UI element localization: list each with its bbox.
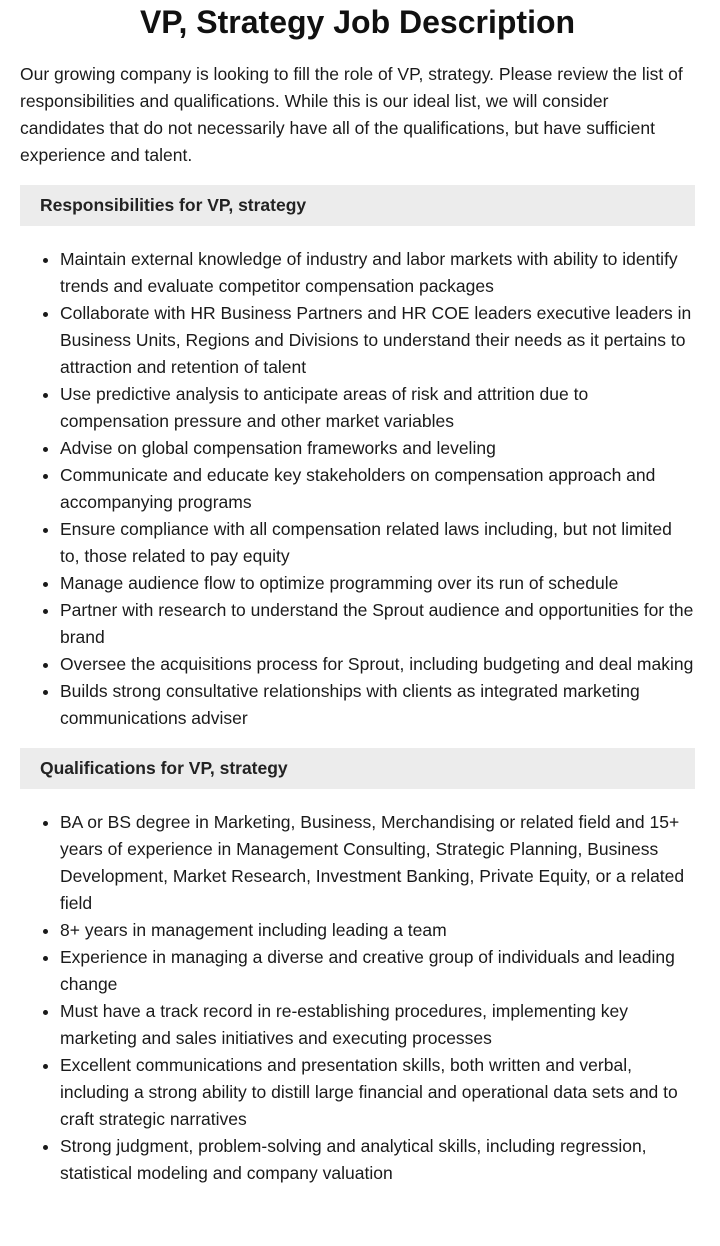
list-item: • Maintain external knowledge of industry and labor markets with ability to identify trends and evaluate competitor compensation packages xyxy=(60,246,695,300)
list-item: • Collaborate with HR Business Partners and HR COE leaders executive leaders in Business Units, Regions and Divisions to understand their needs as it pertains to attraction and retention of talent xyxy=(60,300,695,381)
list-item: • Communicate and educate key stakeholders on compensation approach and accompanying programs xyxy=(60,462,695,516)
list-item: • Advise on global compensation frameworks and leveling xyxy=(60,435,695,462)
intro-paragraph: Our growing company is looking to fill the role of VP, strategy. Please review the list of responsibilities and qualifications. While this is our ideal list, we will consider candidates that do not necessarily have all of the qualifications, but have sufficient experience and talent. xyxy=(20,64,683,165)
list-item: • Must have a track record in re-establishing procedures, implementing key marketing and sales initiatives and executing processes xyxy=(60,998,695,1052)
responsibilities-heading: Responsibilities for VP, strategy xyxy=(20,185,695,226)
responsibilities-list xyxy=(20,246,695,732)
list-item: • BA or BS degree in Marketing, Business, Merchandising or related field and 15+ years of experience in Management Consulting, Strategic Planning, Business Development, Market Research, Investment Banking, Private Equity, or a related field xyxy=(60,809,695,917)
list-item: • Excellent communications and presentation skills, both written and verbal, including a strong ability to distill large financial and operational data sets and to craft strategic narratives xyxy=(60,1052,695,1133)
qualifications-list xyxy=(20,809,695,1187)
qualifications-heading: Qualifications for VP, strategy xyxy=(20,748,695,789)
list-item: • Strong judgment, problem-solving and analytical skills, including regression, statistical modeling and company valuation xyxy=(60,1133,695,1187)
list-item: • Oversee the acquisitions process for Sprout, including budgeting and deal making xyxy=(60,651,695,678)
list-item: • Builds strong consultative relationships with clients as integrated marketing communications adviser xyxy=(60,678,695,732)
page-title: VP, Strategy Job Description xyxy=(139,4,576,40)
list-item: • Manage audience flow to optimize programming over its run of schedule xyxy=(60,570,695,597)
list-item: • Partner with research to understand the Sprout audience and opportunities for the brand xyxy=(60,597,695,651)
list-item: • Experience in managing a diverse and creative group of individuals and leading change xyxy=(60,944,695,998)
list-item: • 8+ years in management including leading a team xyxy=(60,917,695,944)
list-item: • Ensure compliance with all compensation related laws including, but not limited to, those related to pay equity xyxy=(60,516,695,570)
list-item: • Use predictive analysis to anticipate areas of risk and attrition due to compensation pressure and other market variables xyxy=(60,381,695,435)
